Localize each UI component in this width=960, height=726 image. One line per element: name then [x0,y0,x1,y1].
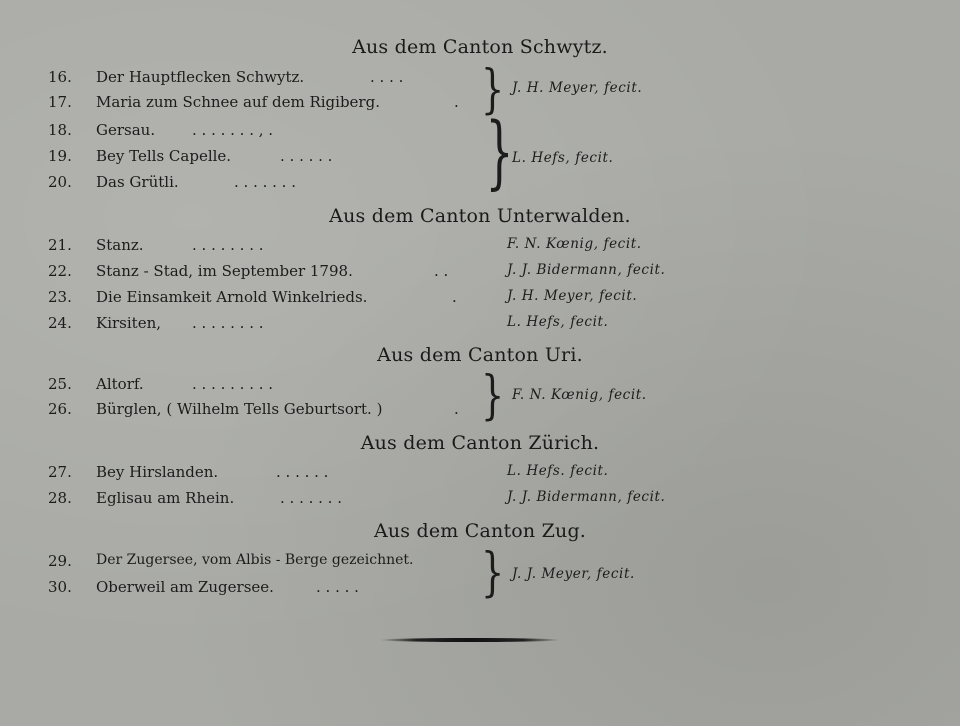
section-heading-unterwalden: Aus dem Canton Unterwalden. [329,205,631,227]
entry-row [48,173,748,197]
credit-text: J. H. Meyer, fecit. [512,80,643,96]
leader-dots: . [452,288,457,306]
entry-number: 29. [48,552,72,570]
entry-row [48,147,748,171]
credit-text: J. J. Bidermann, fecit. [507,262,666,278]
entry-title: Die Einsamkeit Arnold Winkelrieds. [96,288,368,306]
entry-number: 18. [48,121,72,139]
entry-row [48,121,748,145]
entry-row [48,552,748,576]
leader-dots: . . . . . . . [234,173,296,191]
entry-number: 22. [48,262,72,280]
brace-icon: } [480,543,505,603]
entry-number: 17. [48,93,72,111]
leader-dots: . [454,400,459,418]
leader-dots: . . . . . [316,578,359,596]
entry-title: Bey Hirslanden. [96,463,219,481]
entry-title: Maria zum Schnee auf dem Rigiberg. [96,93,380,111]
section-heading-uri: Aus dem Canton Uri. [377,344,583,366]
entry-number: 21. [48,236,72,254]
entry-number: 26. [48,400,72,418]
entry-number: 25. [48,375,72,393]
entry-title: Oberweil am Zugersee. [96,578,274,596]
credit-text: L. Hefs, fecit. [512,150,614,166]
leader-dots: . . . . . . . . [192,236,264,254]
entry-title: Gersau. [96,121,156,139]
brace-icon: } [480,366,505,426]
section-heading-schwytz: Aus dem Canton Schwytz. [352,36,608,58]
entry-title: Bey Tells Capelle. [96,147,232,165]
entry-title: Der Zugersee, vom Albis - Berge gezeichnet. [96,552,414,568]
section-heading-zug: Aus dem Canton Zug. [373,520,587,542]
entry-title: Kirsiten, [96,314,162,332]
decorative-rule [380,638,560,642]
entry-title: Eglisau am Rhein. [96,489,235,507]
leader-dots: . . . . . . . [280,489,342,507]
leader-dots: . . . . . . . . [192,314,264,332]
section-heading-zurich: Aus dem Canton Zürich. [360,432,600,454]
entry-row [48,288,748,312]
leader-dots: . . . . [370,68,404,86]
credit-text: J. J. Bidermann, fecit. [507,489,666,505]
credit-text: L. Hefs. fecit. [507,463,609,479]
entry-row [48,400,748,424]
entry-title: Bürglen, ( Wilhelm Tells Geburtsort. ) [96,400,383,418]
leader-dots: . [454,93,459,111]
entry-row [48,68,748,92]
entry-row [48,93,748,117]
credit-text: F. N. Kœnig, fecit. [512,387,647,403]
leader-dots: . . . . . . . . . [192,375,274,393]
entry-number: 19. [48,147,72,165]
leader-dots: . . [434,262,449,280]
entry-number: 30. [48,578,72,596]
entry-number: 23. [48,288,72,306]
entry-number: 16. [48,68,72,86]
entry-number: 28. [48,489,72,507]
entry-row [48,236,748,260]
entry-row [48,314,748,338]
credit-text: J. H. Meyer, fecit. [507,288,638,304]
entry-row [48,463,748,487]
brace-icon: } [485,105,514,198]
credit-text: L. Hefs, fecit. [507,314,609,330]
leader-dots: . . . . . . [276,463,329,481]
credit-text: J. J. Meyer, fecit. [512,566,635,582]
entry-title: Stanz - Stad, im September 1798. [96,262,353,280]
entry-number: 24. [48,314,72,332]
entry-number: 20. [48,173,72,191]
entry-title: Stanz. [96,236,144,254]
entry-title: Der Hauptflecken Schwytz. [96,68,305,86]
leader-dots: . . . . . . [280,147,333,165]
leader-dots: . . . . . . . , . [192,121,274,139]
entry-title: Das Grütli. [96,173,179,191]
credit-text: F. N. Kœnig, fecit. [507,236,642,252]
entry-title: Altorf. [96,375,144,393]
entry-number: 27. [48,463,72,481]
entry-row [48,578,748,602]
brace-icon: } [480,60,505,120]
